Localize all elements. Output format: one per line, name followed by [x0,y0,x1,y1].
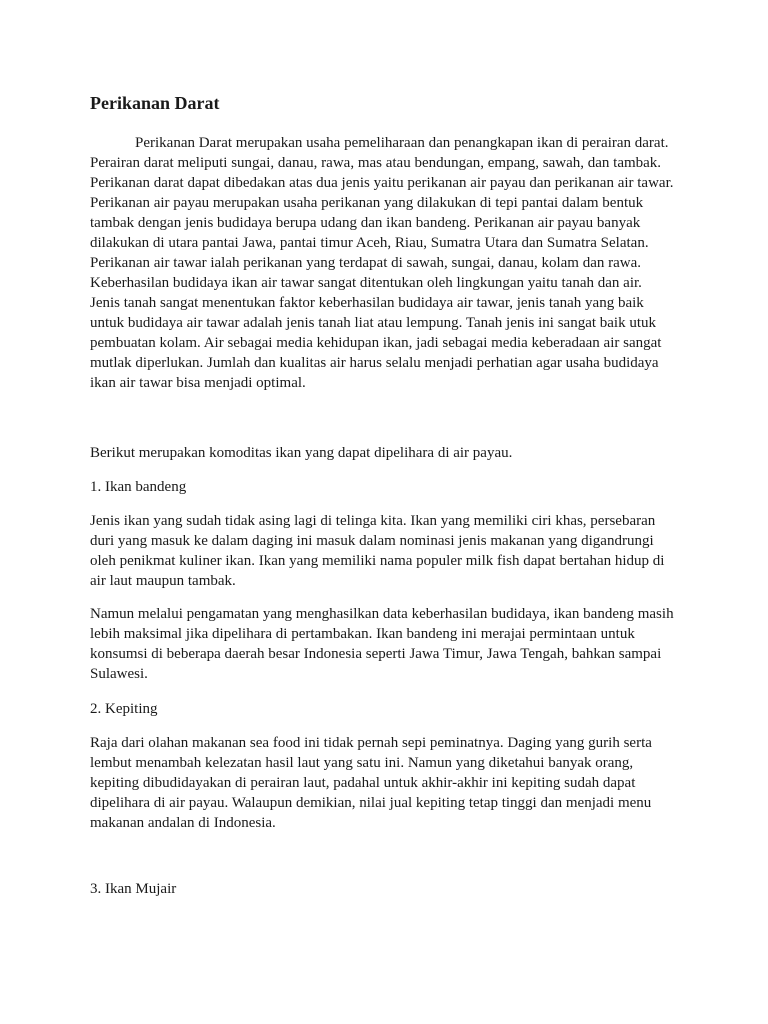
text-line: Perikanan darat dapat dibedakan atas dua jenis yaitu perikanan air payau dan perikanan air tawar. [90,175,674,191]
item-heading-ikan-bandeng: 1. Ikan bandeng [90,479,187,495]
text-line: Namun melalui pengamatan yang menghasilkan data keberhasilan budidaya, ikan bandeng masih [90,606,674,622]
text-line: oleh penikmat kuliner ikan. Ikan yang memiliki nama populer milk fish dapat bertahan hidup di [90,553,665,569]
text-line: Perikanan Darat merupakan usaha pemeliharaan dan penangkapan ikan di perairan darat. [135,135,669,151]
text-line: makanan andalan di Indonesia. [90,815,276,831]
text-line: ikan air tawar bisa menjadi optimal. [90,375,306,391]
item-heading-ikan-mujair: 3. Ikan Mujair [90,881,177,897]
text-line: Sulawesi. [90,666,148,682]
text-line: dilakukan di utara pantai Jawa, pantai timur Aceh, Riau, Sumatra Utara dan Sumatra Selatan. [90,235,649,251]
text-line: Keberhasilan budidaya ikan air tawar sangat ditentukan oleh lingkungan yaitu tanah dan air. [90,275,642,291]
text-line: kepiting dibudidayakan di perairan laut, padahal untuk akhir-akhir ini kepiting sudah dapat [90,775,636,791]
text-line: konsumsi di beberapa daerah besar Indonesia seperti Jawa Timur, Jawa Tengah, bahkan sampai [90,646,662,662]
document-title: Perikanan Darat [90,93,220,113]
text-line: pembuatan kolam. Air sebagai media kehidupan ikan, jadi sebagai media keberadaan air sangat [90,335,662,351]
text-line: dipelihara di air payau. Walaupun demikian, nilai jual kepiting tetap tinggi dan menjadi menu [90,795,652,811]
text-line: lembut menambah kelezatan hasil laut yang satu ini. Namun yang diketahui banyak orang, [90,755,634,771]
item-heading-kepiting: 2. Kepiting [90,701,158,717]
text-line: mutlak diperlukan. Jumlah dan kualitas air harus selalu menjadi perhatian agar usaha budidaya [90,355,659,371]
text-line: Perairan darat meliputi sungai, danau, rawa, mas atau bendungan, empang, sawah, dan tambak. [90,155,662,171]
text-line: Jenis tanah sangat menentukan faktor keberhasilan budidaya air tawar, jenis tanah yang baik [90,295,644,311]
text-line: Perikanan air tawar ialah perikanan yang terdapat di sawah, sungai, danau, kolam dan rawa. [90,255,642,271]
text-line: air laut maupun tambak. [90,573,236,589]
text-line: Jenis ikan yang sudah tidak asing lagi di telinga kita. Ikan yang memiliki ciri khas, persebaran [90,513,656,529]
text-line: tambak dengan jenis budidaya berupa udang dan ikan bandeng. Perikanan air payau banyak [90,215,641,231]
text-line: Perikanan air payau merupakan usaha perikanan yang dilakukan di tepi pantai dalam bentuk [90,195,644,211]
text-line: Raja dari olahan makanan sea food ini tidak pernah sepi peminatnya. Daging yang gurih serta [90,735,652,751]
list-intro: Berikut merupakan komoditas ikan yang dapat dipelihara di air payau. [90,445,513,461]
text-line: duri yang masuk ke dalam daging ini masuk dalam nominasi jenis makanan yang digandrungi [90,533,654,549]
text-line: untuk budidaya air tawar adalah jenis tanah liat atau lempung. Tanah jenis ini sangat baik utuk [90,315,657,331]
text-line: lebih maksimal jika dipelihara di pertambakan. Ikan bandeng ini merajai permintaan untuk [90,626,635,642]
